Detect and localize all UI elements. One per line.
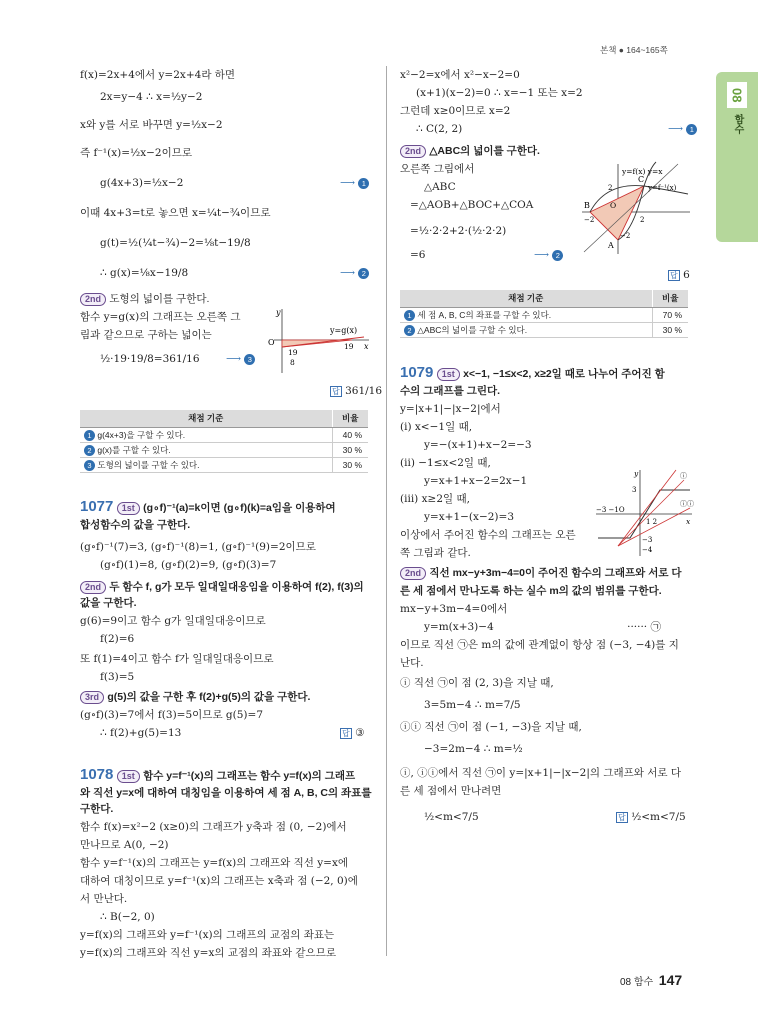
problem-1077: 1077 1st (g∘f)⁻¹(a)=k이면 (g∘f)(k)=a임을 이용하여: [80, 498, 336, 515]
answer-1078: 답 6: [670, 269, 690, 281]
step-line: 2nd 도형의 넓이를 구한다.: [80, 292, 209, 306]
graph-g: [264, 305, 374, 377]
answer-1077: 답 ③: [342, 727, 365, 739]
svg-text:x: x: [686, 517, 691, 526]
text-line: g(t)=½(¼t−¾)−2=⅛t−19/8: [100, 237, 251, 249]
footer-chapter: 08 함수: [620, 977, 654, 988]
chapter-tab: [716, 72, 758, 242]
text-line: 른 세 점에서 만나려면: [400, 785, 502, 797]
text-line: 함수 y=f⁻¹(x)의 그래프는 y=f(x)의 그래프와 직선 y=x에: [80, 857, 349, 869]
text-line: y=f(x)의 그래프와 y=f⁻¹(x)의 그래프의 교점의 좌표는: [80, 929, 335, 941]
text-line: ⓘ, ⓘⓘ에서 직선 ㉠이 y=|x+1|−|x−2|의 그래프와 서로 다: [400, 767, 682, 779]
scoring-table-1076: 채점 기준 비율 1 g(4x+3)을 구할 수 있다. 40 % 2 g(x)를 구할 수 있다. 30 % 3 도형의 넓이를 구할 수 있다. 30 %: [80, 410, 368, 473]
text-line: (i) x<−1일 때,: [400, 421, 473, 433]
text-line: ⓘⓘ 직선 ㉠이 점 (−1, −3)을 지날 때,: [400, 721, 582, 733]
svg-text:2: 2: [640, 216, 645, 224]
text-line: (x+1)(x−2)=0 ∴ x=−1 또는 x=2: [416, 87, 583, 99]
text-line: y=m(x+3)−4 ······ ㉠: [424, 621, 661, 633]
page-reference: 본책 ● 164~165쪽: [600, 45, 668, 55]
text-line: mx−y+3m−4=0에서: [400, 603, 508, 615]
text-line: ⓘ 직선 ㉠이 점 (2, 3)을 지날 때,: [400, 677, 554, 689]
text-line: 2x=y−4 ∴ x=½y−2: [100, 91, 203, 103]
svg-text:−4: −4: [642, 546, 653, 554]
text-line: 그런데 x≥0이므로 x=2: [400, 105, 511, 117]
text-line: 함수 y=g(x)의 그래프는 오른쪽 그: [80, 311, 241, 323]
svg-text:x: x: [364, 342, 369, 351]
text-line: y=x+1−(x−2)=3: [424, 511, 514, 523]
svg-text:O: O: [268, 338, 275, 347]
text-line: 즉 f⁻¹(x)=½x−2이므로: [80, 147, 193, 159]
text-line: (g∘f)(3)=7에서 f(3)=5이므로 g(5)=7: [80, 709, 264, 721]
svg-text:y: y: [276, 308, 281, 317]
page-number: 147: [658, 972, 683, 988]
text-line: y=f(x)의 그래프와 직선 y=x의 교점의 좌표와 같으므로: [80, 947, 336, 959]
step-marker: ⟶ 1: [340, 176, 369, 190]
text-line: 3=5m−4 ∴ m=7/5: [424, 699, 521, 711]
step-line: 3rd g(5)의 값을 구한 후 f(2)+g(5)의 값을 구한다.: [80, 690, 310, 704]
text-line: 난다.: [400, 657, 424, 669]
text-line: 만나므로 A(0, −2): [80, 839, 169, 851]
text-line: 값을 구한다.: [80, 597, 137, 609]
text-line: 합성함수의 값을 구한다.: [80, 519, 191, 531]
svg-text:1 2: 1 2: [646, 518, 658, 526]
text-line: 이상에서 주어진 함수의 그래프는 오른: [400, 529, 576, 541]
graph-triangle: [578, 160, 694, 256]
text-line: g(6)=9이고 함수 g가 일대일대응이므로: [80, 615, 266, 627]
svg-text:8: 8: [290, 358, 295, 367]
svg-text:−2: −2: [584, 216, 595, 224]
text-line: △ABC: [424, 181, 456, 193]
svg-text:3: 3: [632, 486, 637, 494]
step-marker: ⟶ 2: [340, 266, 369, 280]
text-line: 이므로 직선 ㉠은 m의 값에 관계없이 항상 점 (−3, −4)를 지: [400, 639, 679, 651]
column-divider: [386, 66, 387, 956]
text-line: y=|x+1|−|x−2|에서: [400, 403, 501, 415]
svg-text:O: O: [610, 201, 617, 210]
text-line: 수의 그래프를 그린다.: [400, 385, 501, 397]
text-line: 대하여 대칭이므로 y=f⁻¹(x)의 그래프는 x축과 점 (−2, 0)에: [80, 875, 358, 887]
text-line: ½<m<7/5: [424, 811, 479, 823]
text-line: ∴ g(x)=⅛x−19/8: [100, 267, 189, 279]
text-line: (iii) x≥2일 때,: [400, 493, 470, 505]
svg-text:2: 2: [608, 184, 613, 192]
text-line: 른 세 점에서 만나도록 하는 실수 m의 값의 범위를 구한다.: [400, 585, 662, 597]
text-line: 오른쪽 그림에서: [400, 163, 475, 175]
step-line: 2nd 직선 mx−y+3m−4=0이 주어진 함수의 그래프와 서로 다: [400, 566, 682, 580]
text-line: =△AOB+△BOC+△COA: [410, 199, 534, 211]
problem-1078: 1078 1st 함수 y=f⁻¹(x)의 그래프는 함수 y=f(x)의 그래프: [80, 766, 356, 783]
text-line: g(4x+3)=½x−2: [100, 177, 184, 189]
text-line: 와 직선 y=x에 대하여 대칭임을 이용하여 세 점 A, B, C의 좌표를: [80, 787, 372, 799]
text-line: ∴ B(−2, 0): [100, 911, 155, 923]
svg-text:C: C: [638, 175, 645, 184]
text-line: 쪽 그림과 같다.: [400, 547, 471, 559]
svg-text:−2: −2: [620, 232, 631, 240]
text-line: =6: [410, 249, 426, 261]
svg-text:y=g(x): y=g(x): [330, 326, 358, 335]
svg-text:y=f⁻¹(x): y=f⁻¹(x): [648, 184, 677, 192]
text-line: f(2)=6: [100, 633, 135, 645]
text-line: ∴ C(2, 2): [416, 123, 463, 135]
step-marker: ⟶ 2: [534, 248, 563, 262]
svg-text:19: 19: [288, 348, 298, 357]
text-line: x²−2=x에서 x²−x−2=0: [400, 69, 520, 81]
step-line: 2nd △ABC의 넓이를 구한다.: [400, 144, 540, 158]
text-line: ½·19·19/8=361/16: [100, 353, 200, 365]
svg-text:B: B: [584, 201, 590, 210]
text-line: x와 y를 서로 바꾸면 y=½x−2: [80, 119, 223, 131]
text-line: ∴ f(2)+g(5)=13: [100, 727, 182, 739]
text-line: (ii) −1≤x<2일 때,: [400, 457, 491, 469]
chapter-label: 함수: [732, 114, 743, 134]
text-line: −3=2m−4 ∴ m=½: [424, 743, 523, 755]
svg-text:19: 19: [344, 342, 354, 351]
text-line: f(3)=5: [100, 671, 135, 683]
svg-text:−3 −1O: −3 −1O: [596, 506, 625, 514]
text-line: 림과 같으므로 구하는 넓이는: [80, 329, 212, 341]
answer-1079: 답 ½<m<7/5: [618, 811, 686, 823]
text-line: 이때 4x+3=t로 놓으면 x=¼t−¾이므로: [80, 207, 271, 219]
answer-1076: 답 361/16: [332, 385, 383, 397]
page-footer: [620, 972, 682, 988]
svg-text:y: y: [634, 469, 639, 478]
text-line: y=x+1+x−2=2x−1: [424, 475, 528, 487]
svg-text:−3: −3: [642, 536, 653, 544]
step-line: 2nd 두 함수 f, g가 모두 일대일대응임을 이용하여 f(2), f(3)의: [80, 580, 364, 594]
svg-text:A: A: [608, 241, 614, 250]
step-marker: ⟶ 3: [226, 352, 255, 366]
text-line: (g∘f)⁻¹(7)=3, (g∘f)⁻¹(8)=1, (g∘f)⁻¹(9)=2이므로: [80, 541, 316, 553]
text-line: 함수 f(x)=x²−2 (x≥0)의 그래프가 y축과 점 (0, −2)에서: [80, 821, 347, 833]
problem-1079: 1079 1st x<−1, −1≤x<2, x≥2일 때로 나누어 주어진 함: [400, 364, 665, 381]
text-line: 또 f(1)=4이고 함수 f가 일대일대응이므로: [80, 653, 274, 665]
svg-text:ⓘⓘ: ⓘⓘ: [680, 500, 694, 508]
step-marker: ⟶ 1: [668, 122, 697, 136]
text-line: f(x)=2x+4에서 y=2x+4라 하면: [80, 69, 236, 81]
svg-text:y=f(x) y=x: y=f(x) y=x: [622, 167, 663, 176]
text-line: (g∘f)(1)=8, (g∘f)(2)=9, (g∘f)(3)=7: [100, 559, 277, 571]
svg-text:ⓘ: ⓘ: [680, 472, 687, 480]
scoring-table-1078: 채점 기준 비율 1 세 점 A, B, C의 좌표를 구할 수 있다. 70 % 2 △ABC의 넓이를 구할 수 있다. 30 %: [400, 290, 688, 338]
chapter-number: 08: [727, 82, 747, 108]
graph-abs: [594, 466, 694, 558]
text-line: =½·2·2+2·(½·2·2): [410, 225, 507, 237]
text-line: 서 만난다.: [80, 893, 128, 905]
text-line: y=−(x+1)+x−2=−3: [424, 439, 532, 451]
text-line: 구한다.: [80, 803, 114, 815]
